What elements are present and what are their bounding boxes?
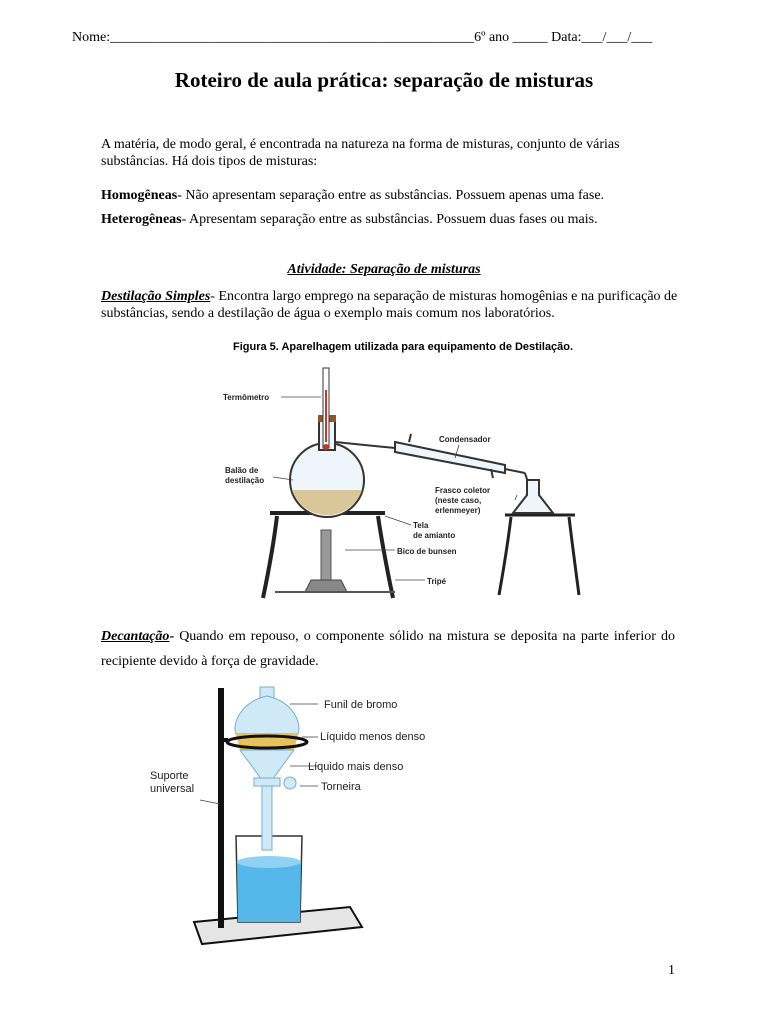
label-torneira: Torneira <box>321 781 361 793</box>
label-tela-2: de amianto <box>413 531 456 540</box>
activity-title: Atividade: Separação de misturas <box>287 262 481 277</box>
header-fields <box>72 30 702 46</box>
label-funil: Funil de bromo <box>324 699 398 711</box>
data-label: Data: <box>551 30 582 45</box>
stopcock-handle <box>284 777 296 789</box>
homogeneas-paragraph <box>101 187 681 204</box>
condenser <box>335 434 533 498</box>
tripod-right <box>499 515 579 595</box>
decantacao-paragraph <box>101 624 675 674</box>
label-frasco-2: (neste caso, <box>435 496 482 505</box>
destilacao-term: Destilação Simples <box>101 289 211 304</box>
heterogeneas-term: Heterogêneas <box>101 212 182 227</box>
label-suporte-2: universal <box>150 783 195 795</box>
label-frasco-3: erlenmeyer) <box>435 506 481 515</box>
label-frasco-1: Frasco coletor <box>435 486 491 495</box>
destilacao-paragraph <box>101 288 729 322</box>
label-menos-denso: Líquido menos denso <box>320 731 426 743</box>
distillation-figure <box>215 330 625 610</box>
figure1-caption: Figura 5. Aparelhagem utilizada para equipamento de Destilação. <box>233 341 574 353</box>
label-condensador: Condensador <box>439 435 491 444</box>
ano-blank: _____ <box>512 30 548 45</box>
label-bico: Bico de bunsen <box>397 547 457 556</box>
homogeneas-text: - Não apresentam separação entre as substâncias. Possuem apenas uma fase. <box>177 188 605 203</box>
ano-label: 6º ano <box>474 30 510 45</box>
data-blank: ___/___/___ <box>581 30 653 45</box>
thermometer <box>323 368 329 450</box>
nome-label: Nome: <box>72 30 111 45</box>
label-suporte-1: Suporte <box>150 770 189 782</box>
stand-rod <box>218 688 224 928</box>
destilacao-text: - Encontra largo emprego na separação de misturas homogênias e na purificação de substâncias, sendo a destilação de água o exemplo mais comum nos laboratórios. <box>101 289 678 321</box>
heterogeneas-paragraph <box>101 211 681 228</box>
homogeneas-term: Homogêneas <box>101 188 178 203</box>
decantacao-text: Quando em repouso, o componente sólido na mistura se deposita na parte inferior do recipiente devido à força de gravidade. <box>101 629 675 669</box>
label-termometro: Termômetro <box>223 393 270 402</box>
label-tela-1: Tela <box>413 521 429 530</box>
decantacao-dash: - <box>169 629 175 644</box>
page-number: 1 <box>668 963 675 978</box>
nome-blank: ____________________________________________________ <box>110 30 475 45</box>
erlenmeyer-flask <box>513 480 553 513</box>
separatory-funnel <box>235 687 299 850</box>
label-tripe: Tripé <box>427 577 447 586</box>
page-title: Roteiro de aula prática: separação de misturas <box>174 68 594 92</box>
heterogeneas-text: - Apresentam separação entre as substâncias. Possuem duas fases ou mais. <box>181 212 598 227</box>
label-balao-1: Balão de <box>225 466 259 475</box>
label-mais-denso: Líquido mais denso <box>308 761 404 773</box>
intro-paragraph: A matéria, de modo geral, é encontrada na natureza na forma de misturas, conjunto de várias substâncias. Há dois tipos de misturas: <box>101 137 620 169</box>
decantation-figure <box>140 682 460 962</box>
decantacao-term: Decantação <box>101 629 170 644</box>
label-balao-2: destilação <box>225 476 265 485</box>
stopcock-body <box>254 778 280 786</box>
